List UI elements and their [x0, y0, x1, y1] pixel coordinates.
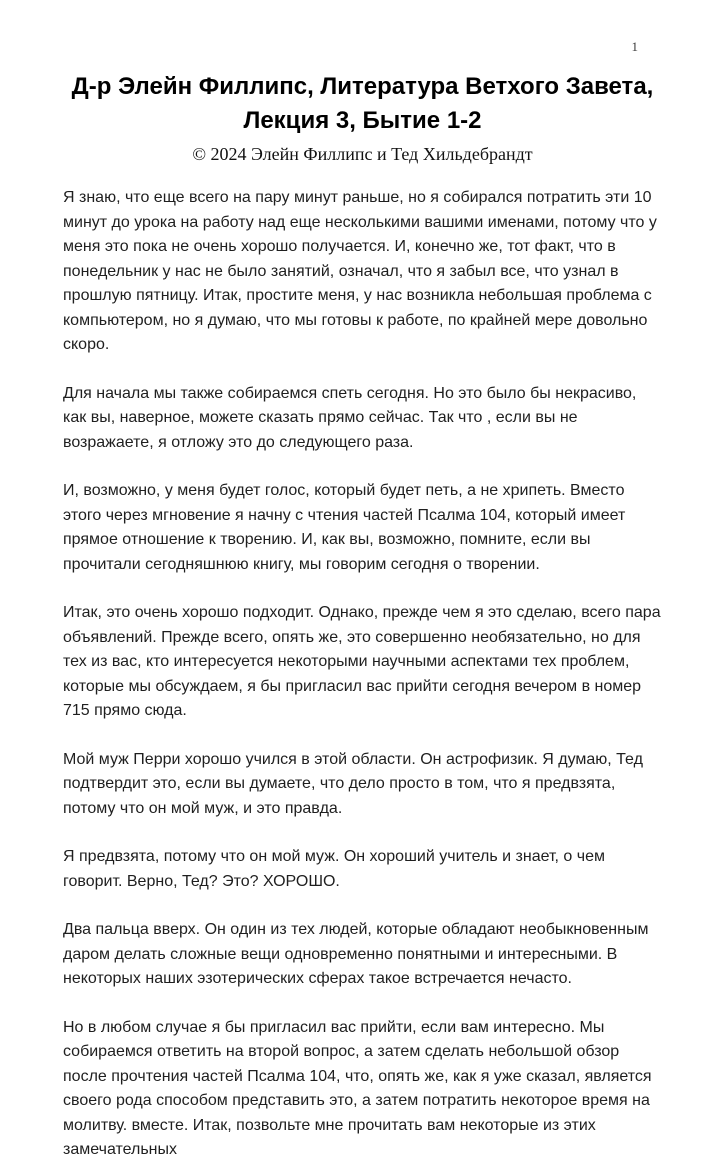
paragraph-1: Я знаю, что еще всего на пару минут раньше, но я собирался потратить эти 10 минут до урока на работу над еще несколькими вашими именами, потому что у меня это пока не очень хорошо получается. И, конечно же, тот факт, что в понедельник у нас не было занятий, означал, что я забыл все, что узнал в прошлую пятницу. Итак, простите меня, у нас возникла небольшая проблема с компьютером, но я думаю, что мы готовы к работе, по крайней мере довольно скоро. — [63, 189, 657, 353]
paragraph-4: Итак, это очень хорошо подходит. Однако, прежде чем я это сделаю, всего пара объявлений. Прежде всего, опять же, это совершенно необязательно, но для тех из вас, кто интересуется некоторыми научными аспектами тех проблем, которые мы обсуждаем, я бы пригласил вас прийти сегодня вечером в номер 715 прямо сюда. — [63, 604, 661, 719]
document-body — [63, 186, 663, 1163]
paragraph-7: Два пальца вверх. Он один из тех людей, которые обладают необыкновенным даром делать сложные вещи одновременно понятными и интересными. В некоторых наших эзотерических сферах такое встречается нечасто. — [63, 921, 649, 987]
document-title — [63, 70, 662, 138]
paragraph-8: Но в любом случае я бы пригласил вас прийти, если вам интересно. Мы собираемся ответить на второй вопрос, а затем сделать небольшой обзор после прочтения частей Псалма 104, что, опять же, как я уже сказал, является своего рода способом представить это, а затем потратить некоторое время на молитву. вместе. Итак, позвольте мне прочитать вам некоторые из этих замечательных — [63, 1018, 652, 1158]
document-title-line-2: Лекция 3, Бытие 1-2 — [243, 107, 482, 134]
paragraph-2: Для начала мы также собираемся спеть сегодня. Но это было бы некрасиво, как вы, наверное, можете сказать прямо сейчас. Так что , если вы не возражаете, я отложу это до следующего раза. — [63, 384, 637, 451]
paragraph-3: И, возможно, у меня будет голос, который будет петь, а не хрипеть. Вместо этого через мгновение я начну с чтения частей Псалма 104, который имеет прямое отношение к творению. И, как вы, возможно, помните, если вы прочитали сегодняшнюю книгу, мы говорим сегодня о творении. — [63, 482, 626, 573]
document-title-line-1: Д-р Элейн Филлипс, Литература Ветхого Завета, — [71, 73, 654, 100]
copyright-line: © 2024 Элейн Филлипс и Тед Хильдебрандт — [192, 144, 533, 164]
page-number: 1 — [631, 39, 638, 54]
paragraph-5: Мой муж Перри хорошо учился в этой области. Он астрофизик. Я думаю, Тед подтвердит это, если вы думаете, что дело просто в том, что я предвзята, потому что он мой муж, и это правда. — [63, 750, 643, 817]
paragraph-6: Я предвзята, потому что он мой муж. Он хороший учитель и знает, о чем говорит. Верно, Тед? Это? ХОРОШО. — [63, 848, 605, 890]
